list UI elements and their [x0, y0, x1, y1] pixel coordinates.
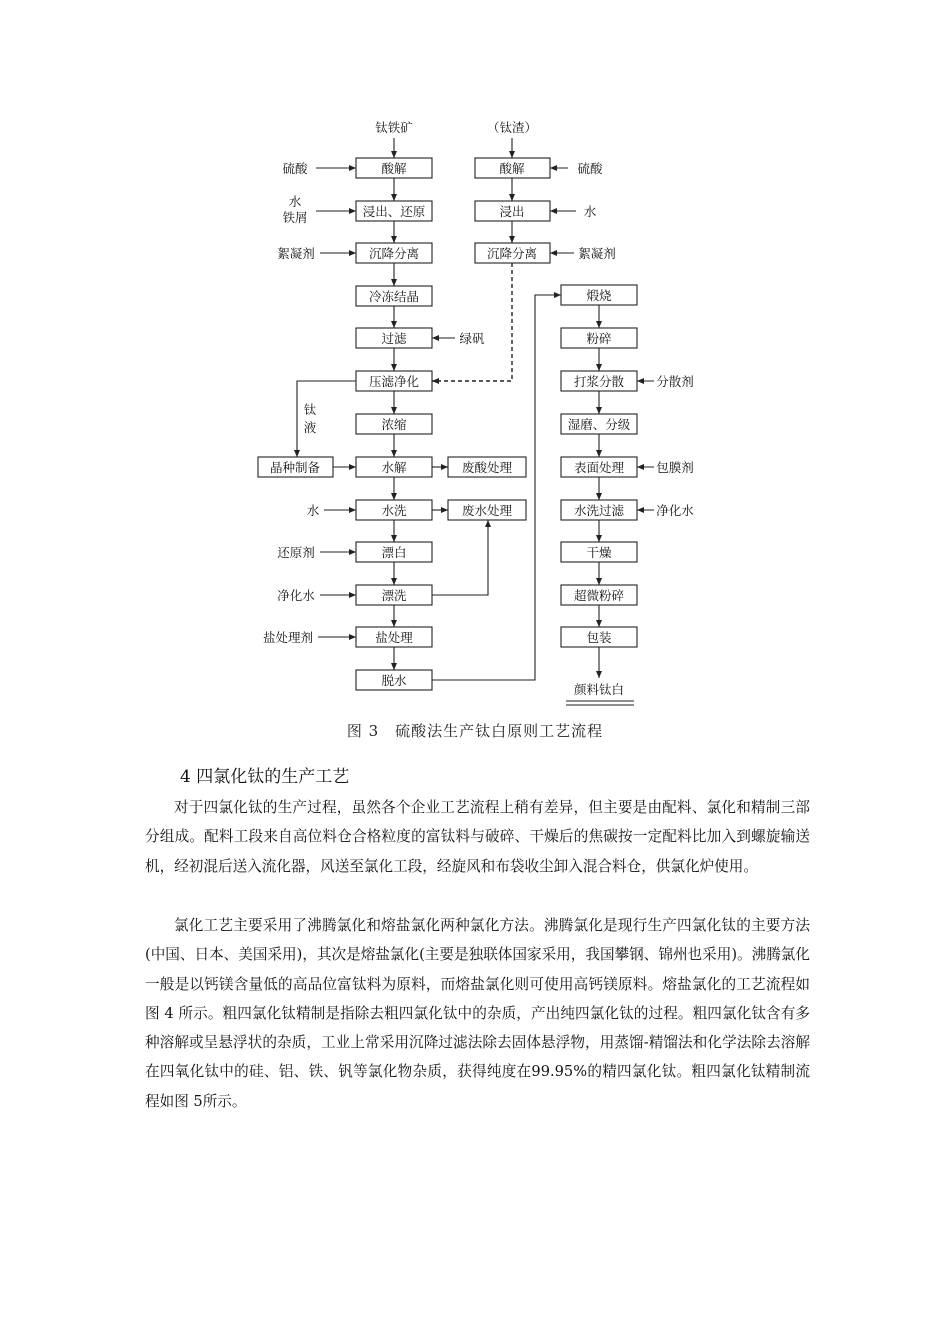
mid-input-sulfuric-acid: 硫酸	[577, 161, 603, 176]
box-seed-preparation-label: 晶种制备	[269, 460, 321, 475]
step-slurry-disperse-label: 打浆分散	[573, 374, 625, 389]
step-press-filter-label: 压滤净化	[368, 374, 420, 389]
mid-step-acid-leach-label: 酸解	[499, 161, 525, 176]
step-salt-treatment-label: 盐处理	[375, 630, 413, 645]
mid-step-leach-label: 浸出	[499, 204, 525, 219]
input-iron-scrap: 铁屑	[282, 210, 308, 225]
input-sulfuric-acid: 硫酸	[282, 161, 308, 176]
label-ti-liquor-1: 钛	[303, 402, 317, 417]
input-ilmenite: 钛铁矿	[375, 120, 413, 135]
paragraph-2: 氯化工艺主要采用了沸腾氯化和熔盐氯化两种氯化方法。沸腾氯化是现行生产四氯化钛的主要方法(中国、日本、美国采用)，其次是熔盐氯化(主要是独联体国家采用，我国攀钢、锦州也采用)。沸腾氯化一般是以钙镁含量低的高品位富钛料为原料，而熔盐氯化则可使用高钙镁原料。熔盐氯化的工艺流程如图 4 所示。粗四氯化钛精制是指除去粗四氯化钛中的杂质，产出纯四氯化钛的过程。粗四氯化钛含有多种溶解或呈悬浮状的杂质，工业上常采用沉降过滤法除去固体悬浮物，用蒸馏-精馏法和化学法除去溶解在四氧化钛中的硅、铝、铁、钒等氯化物杂质，获得纯度在99.95%的精四氯化钛。粗四氯化钛精制流程如图 5所示。	[145, 917, 810, 1110]
mid-input-flocculant: 絮凝剂	[578, 246, 616, 261]
step-crush-label: 粉碎	[586, 331, 612, 346]
paragraph-1: 对于四氯化钛的生产过程，虽然各个企业工艺流程上稍有差异，但主要是由配料、氯化和精制三部分组成。配料工段来自高位料仓合格粒度的富钛料与破碎、干燥后的焦碳按一定配料比加入到螺旋输送机，经初混后送入流化器，风送至氯化工段，经旋风和布袋收尘卸入混合料仓，供氯化炉使用。	[145, 799, 810, 875]
mid-input-water: 水	[583, 204, 597, 219]
step-crystallize-label: 冷冻结晶	[368, 289, 420, 304]
step-dry-label: 干燥	[586, 545, 612, 560]
input-purified-water: 净化水	[277, 588, 315, 603]
step-leach-reduce-label: 浸出、还原	[362, 204, 426, 219]
step-acid-leach-label: 酸解	[381, 161, 407, 176]
step-bleach-label: 漂白	[381, 545, 407, 560]
input-titanium-slag: （钛渣）	[486, 120, 538, 135]
step-rinse-label: 漂洗	[381, 588, 407, 603]
input-reductant: 还原剂	[277, 545, 315, 560]
input-wash-water: 水	[306, 503, 320, 518]
box-waste-water-label: 废水处理	[461, 503, 513, 518]
input-coating-agent: 包膜剂	[656, 460, 694, 475]
step-hydrolysis-label: 水解	[381, 460, 407, 475]
step-dewater-label: 脱水	[381, 673, 407, 688]
step-concentrate-label: 浓缩	[381, 417, 407, 432]
step-filter-label: 过滤	[381, 331, 407, 346]
mid-step-settle-label: 沉降分离	[486, 246, 538, 261]
figure-caption: 图 3 硫酸法生产钛白原则工艺流程	[346, 722, 604, 740]
input-water: 水	[288, 194, 302, 209]
box-waste-acid-label: 废酸处理	[461, 460, 513, 475]
right-column	[432, 285, 694, 705]
step-wash-label: 水洗	[381, 503, 407, 518]
input-flocculant: 絮凝剂	[277, 246, 315, 261]
input-dispersant: 分散剂	[656, 374, 694, 389]
step-settle-label: 沉降分离	[368, 246, 420, 261]
step-wet-mill-label: 湿磨、分级	[567, 417, 631, 432]
section-heading: 4 四氯化钛的生产工艺	[180, 767, 350, 787]
input-salt-agent: 盐处理剂	[262, 630, 314, 645]
output-copperas: 绿矾	[459, 331, 485, 346]
step-wash-filter-label: 水洗过滤	[573, 503, 625, 518]
label-ti-liquor-2: 液	[303, 420, 317, 435]
step-surface-treatment-label: 表面处理	[573, 460, 625, 475]
step-calcine-label: 煅烧	[586, 288, 612, 303]
product-pigment-titanium-white: 颜料钛白	[573, 682, 625, 697]
input-purified-water-right: 净化水	[656, 503, 694, 518]
step-micronize-label: 超微粉碎	[573, 588, 625, 603]
step-package-label: 包装	[586, 630, 612, 645]
